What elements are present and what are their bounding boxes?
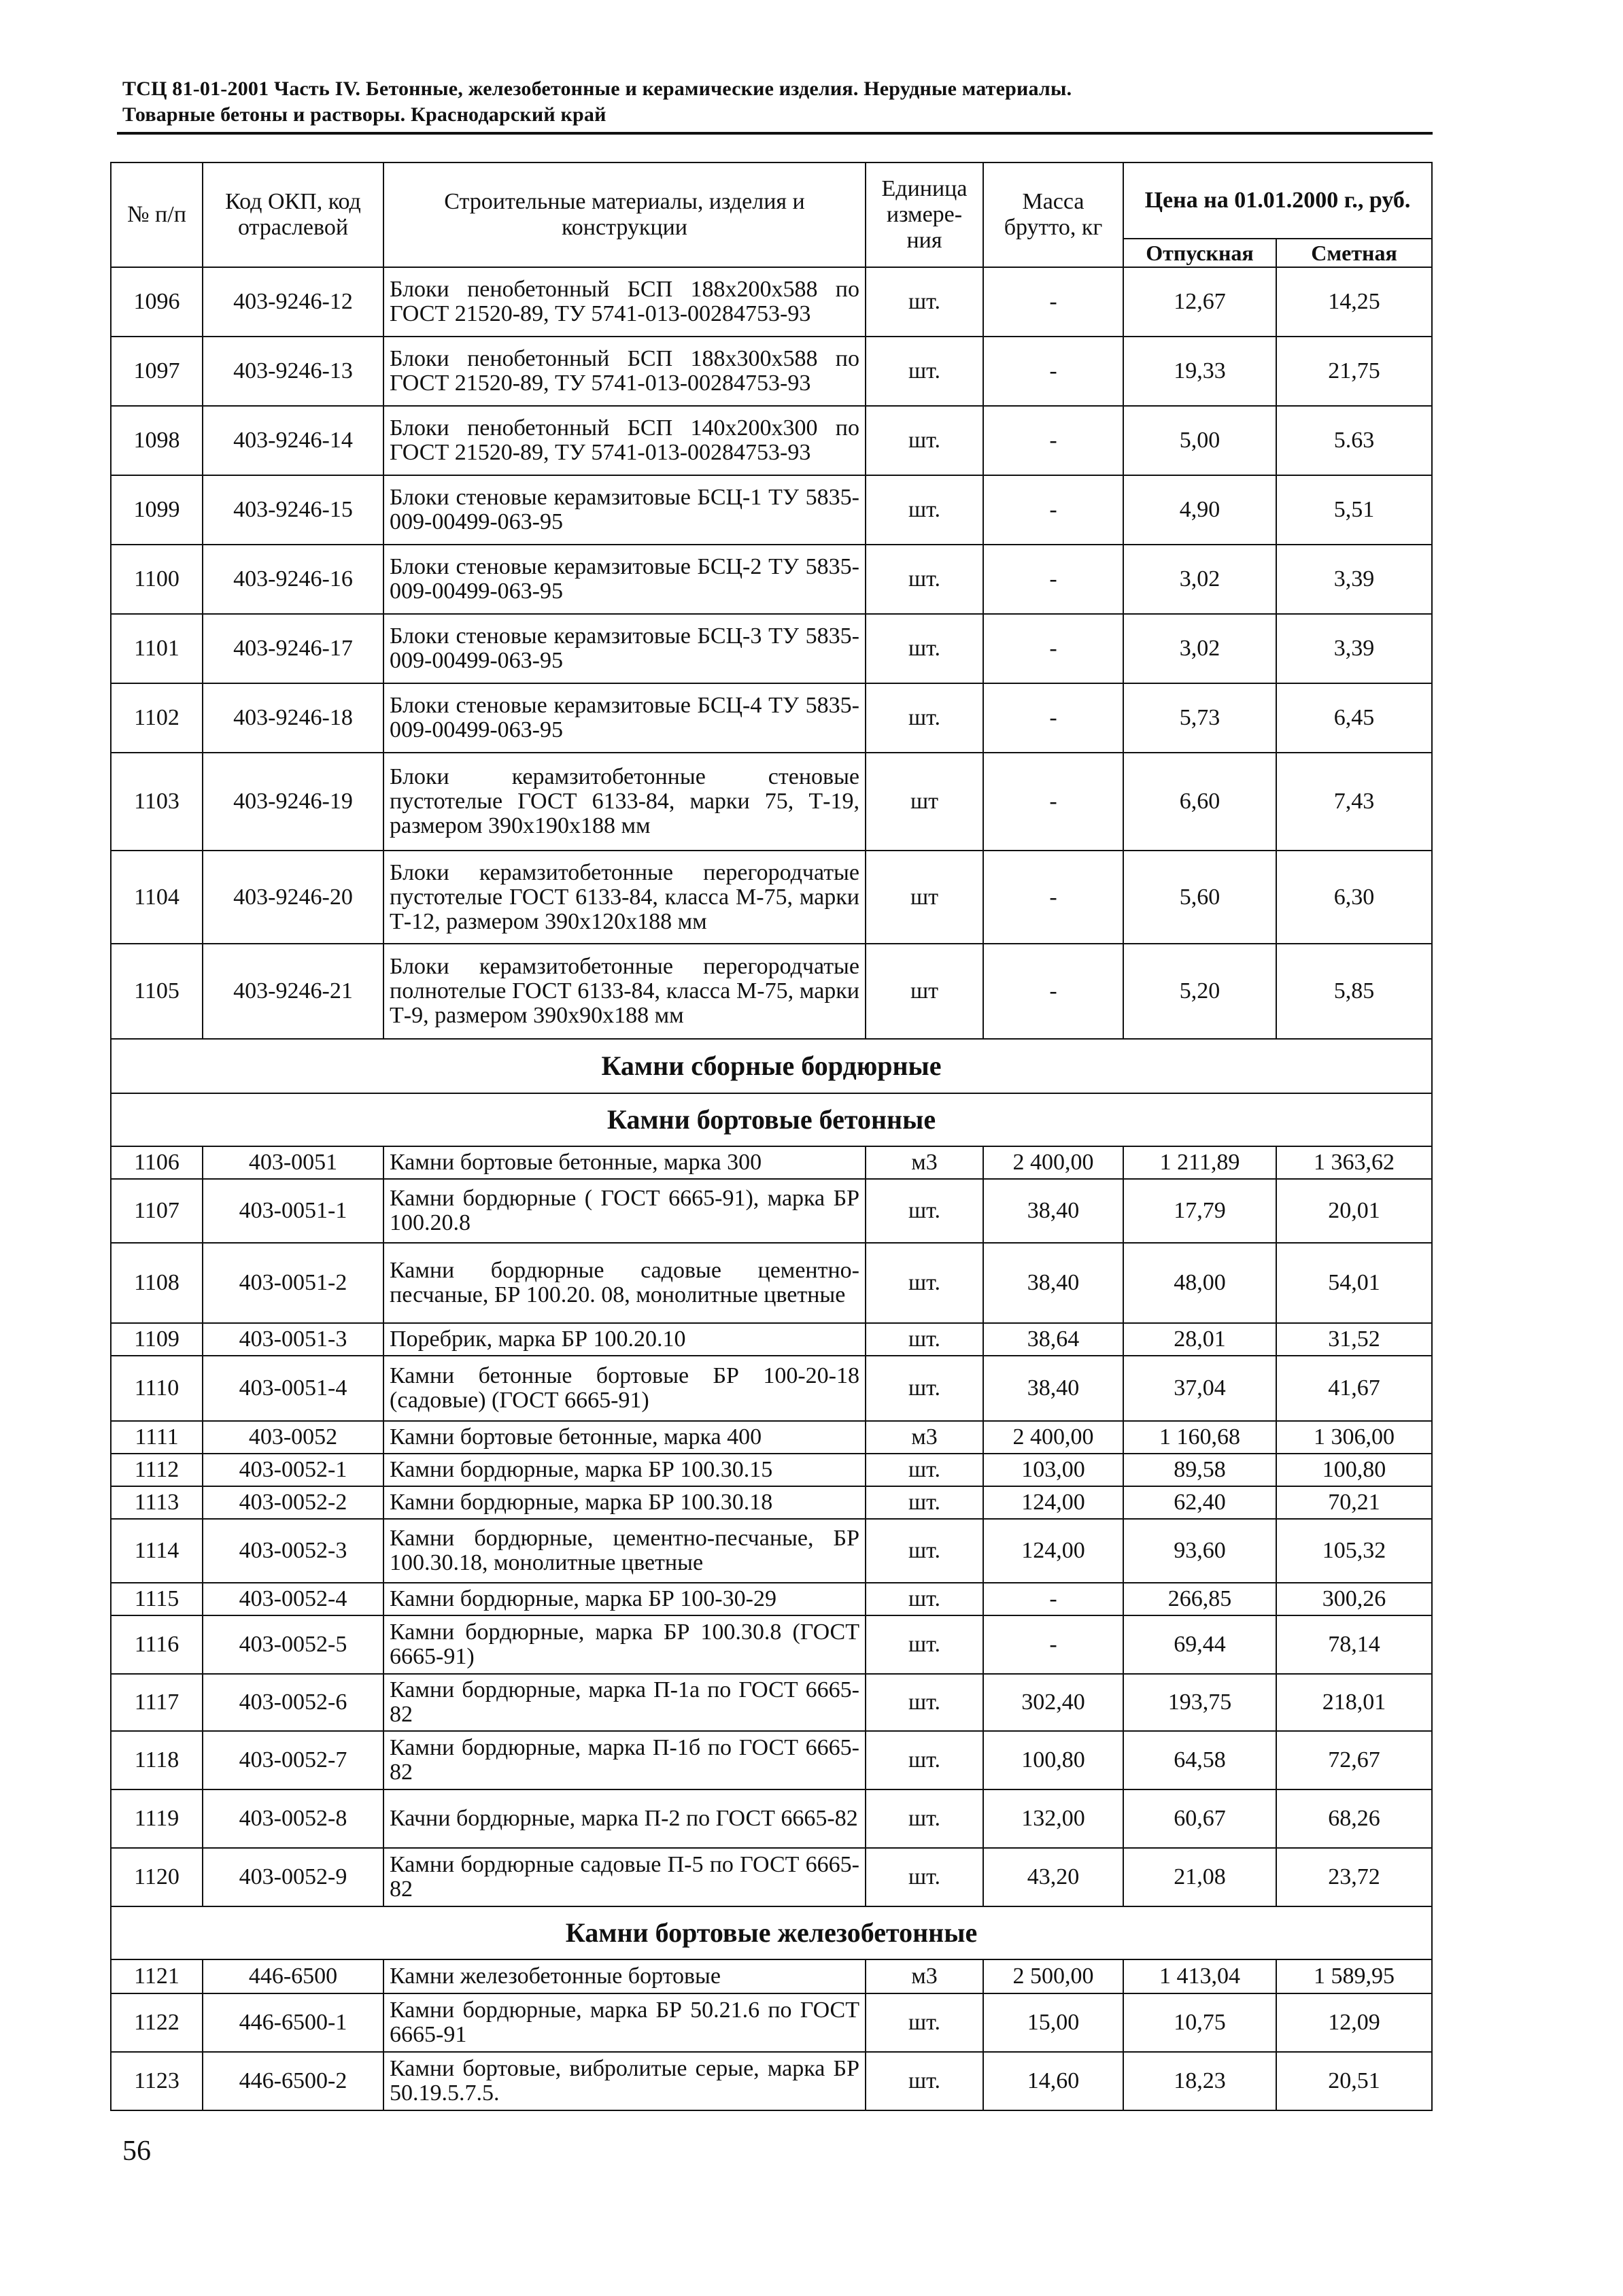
table-subsection-2 — [111, 1906, 1432, 1959]
cell-release: 93,60 — [1123, 1519, 1276, 1583]
cell-unit: шт. — [866, 475, 983, 545]
cell-num: 1100 — [111, 545, 203, 614]
cell-num: 1097 — [111, 337, 203, 406]
cell-num: 1113 — [111, 1486, 203, 1519]
table-row — [111, 545, 1432, 614]
cell-code: 403-9246-17 — [203, 614, 383, 683]
cell-release: 60,67 — [1123, 1789, 1276, 1848]
cell-mass: - — [983, 267, 1123, 337]
table-row — [111, 1959, 1432, 1993]
cell-num: 1112 — [111, 1454, 203, 1486]
cell-release: 69,44 — [1123, 1615, 1276, 1674]
cell-estimate: 5.63 — [1276, 406, 1432, 475]
cell-mass: 38,40 — [983, 1356, 1123, 1421]
cell-estimate: 100,80 — [1276, 1454, 1432, 1486]
table-row — [111, 1421, 1432, 1454]
cell-unit: шт. — [866, 1519, 983, 1583]
cell-release: 62,40 — [1123, 1486, 1276, 1519]
cell-code: 403-0051 — [203, 1146, 383, 1179]
cell-name: Камни железобетонные бортовые — [383, 1959, 866, 1993]
cell-code: 403-9246-13 — [203, 337, 383, 406]
cell-code: 403-0052-6 — [203, 1674, 383, 1731]
cell-num: 1115 — [111, 1583, 203, 1615]
cell-name: Камни бортовые бетонные, марка 300 — [383, 1146, 866, 1179]
cell-estimate: 1 306,00 — [1276, 1421, 1432, 1454]
cell-mass: - — [983, 851, 1123, 944]
cell-mass: 103,00 — [983, 1454, 1123, 1486]
cell-name: Блоки керамзитобетонные перегородчатые пустотелые ГОСТ 6133-84, класса М-75, марки Т-12, размером 390х120х188 мм — [383, 851, 866, 944]
cell-mass: - — [983, 1615, 1123, 1674]
cell-mass: - — [983, 475, 1123, 545]
cell-mass: 132,00 — [983, 1789, 1123, 1848]
subsection-title-2: Камни бортовые железобетонные — [111, 1906, 1432, 1959]
table-row — [111, 267, 1432, 337]
cell-mass: - — [983, 406, 1123, 475]
page-number: 56 — [122, 2136, 151, 2167]
cell-num: 1101 — [111, 614, 203, 683]
cell-mass: 38,40 — [983, 1179, 1123, 1243]
cell-num: 1121 — [111, 1959, 203, 1993]
cell-estimate: 14,25 — [1276, 267, 1432, 337]
cell-code: 403-0052-8 — [203, 1789, 383, 1848]
cell-unit: шт. — [866, 1674, 983, 1731]
cell-name: Камни бордюрные, марка БР 50.21.6 по ГОСТ 6665-91 — [383, 1993, 866, 2052]
cell-mass: 100,80 — [983, 1731, 1123, 1789]
table-row — [111, 337, 1432, 406]
cell-name: Камни бортовые, вибролитые серые, марка БР 50.19.5.7.5. — [383, 2052, 866, 2110]
cell-name: Камни бордюрные, марка П-1а по ГОСТ 6665-82 — [383, 1674, 866, 1731]
cell-estimate: 54,01 — [1276, 1243, 1432, 1323]
cell-release: 4,90 — [1123, 475, 1276, 545]
cell-mass: - — [983, 1583, 1123, 1615]
cell-mass: 43,20 — [983, 1848, 1123, 1906]
cell-estimate: 3,39 — [1276, 545, 1432, 614]
document-header — [122, 76, 1428, 128]
cell-estimate: 20,01 — [1276, 1179, 1432, 1243]
cell-release: 18,23 — [1123, 2052, 1276, 2110]
cell-name: Камни бордюрные, цементно-песчаные, БР 100.30.18, монолитные цветные — [383, 1519, 866, 1583]
cell-mass: 2 400,00 — [983, 1146, 1123, 1179]
cell-estimate: 3,39 — [1276, 614, 1432, 683]
cell-num: 1105 — [111, 944, 203, 1039]
cell-mass: 14,60 — [983, 2052, 1123, 2110]
cell-num: 1098 — [111, 406, 203, 475]
cell-name: Качни бордюрные, марка П-2 по ГОСТ 6665-82 — [383, 1789, 866, 1848]
table-row — [111, 1519, 1432, 1583]
table-row — [111, 406, 1432, 475]
cell-name: Камни бордюрные, марка П-1б по ГОСТ 6665-82 — [383, 1731, 866, 1789]
col-header-price: Цена на 01.01.2000 г., руб. — [1123, 162, 1432, 239]
cell-num: 1102 — [111, 683, 203, 753]
col-header-mass: Масса брутто, кг — [983, 162, 1123, 267]
cell-code: 403-9246-16 — [203, 545, 383, 614]
cell-num: 1111 — [111, 1421, 203, 1454]
cell-release: 89,58 — [1123, 1454, 1276, 1486]
cell-estimate: 41,67 — [1276, 1356, 1432, 1421]
cell-estimate: 5,85 — [1276, 944, 1432, 1039]
cell-code: 403-0052-2 — [203, 1486, 383, 1519]
table-row — [111, 753, 1432, 851]
cell-estimate: 6,45 — [1276, 683, 1432, 753]
cell-name: Блоки керамзитобетонные перегородчатые полнотелые ГОСТ 6133-84, класса М-75, марки Т-9, размером 390х90х188 мм — [383, 944, 866, 1039]
cell-name: Камни бордюрные ( ГОСТ 6665-91), марка БР 100.20.8 — [383, 1179, 866, 1243]
cell-num: 1122 — [111, 1993, 203, 2052]
cell-name: Блоки стеновые керамзитовые БСЦ-2 ТУ 5835-009-00499-063-95 — [383, 545, 866, 614]
cell-num: 1096 — [111, 267, 203, 337]
subsection-title-1: Камни бортовые бетонные — [111, 1093, 1432, 1146]
cell-unit: шт. — [866, 545, 983, 614]
cell-unit: шт. — [866, 1323, 983, 1356]
cell-mass: - — [983, 337, 1123, 406]
cell-mass: 124,00 — [983, 1486, 1123, 1519]
cell-code: 446-6500 — [203, 1959, 383, 1993]
cell-unit: м3 — [866, 1146, 983, 1179]
price-table — [110, 162, 1433, 2111]
cell-name: Блоки керамзитобетонные стеновые пустотелые ГОСТ 6133-84, марки 75, Т-19, размером 390х190х188 мм — [383, 753, 866, 851]
table-row — [111, 1146, 1432, 1179]
cell-code: 403-9246-21 — [203, 944, 383, 1039]
cell-num: 1119 — [111, 1789, 203, 1848]
cell-mass: 15,00 — [983, 1993, 1123, 2052]
cell-mass: 38,64 — [983, 1323, 1123, 1356]
cell-release: 3,02 — [1123, 545, 1276, 614]
cell-release: 6,60 — [1123, 753, 1276, 851]
cell-unit: шт — [866, 851, 983, 944]
cell-unit: шт. — [866, 1993, 983, 2052]
table-row — [111, 1454, 1432, 1486]
cell-unit: м3 — [866, 1421, 983, 1454]
cell-release: 1 413,04 — [1123, 1959, 1276, 1993]
cell-unit: шт. — [866, 1731, 983, 1789]
table-row — [111, 1243, 1432, 1323]
cell-code: 403-9246-18 — [203, 683, 383, 753]
cell-mass: - — [983, 683, 1123, 753]
table-row — [111, 1731, 1432, 1789]
cell-release: 5,00 — [1123, 406, 1276, 475]
cell-unit: шт. — [866, 1179, 983, 1243]
cell-code: 403-9246-12 — [203, 267, 383, 337]
cell-estimate: 23,72 — [1276, 1848, 1432, 1906]
cell-num: 1118 — [111, 1731, 203, 1789]
cell-estimate: 1 589,95 — [1276, 1959, 1432, 1993]
section-title: Камни сборные бордюрные — [111, 1039, 1432, 1093]
cell-num: 1107 — [111, 1179, 203, 1243]
col-header-num: № п/п — [111, 162, 203, 267]
cell-mass: 2 500,00 — [983, 1959, 1123, 1993]
cell-name: Камни бордюрные, марка БР 100.30.15 — [383, 1454, 866, 1486]
table-row — [111, 1486, 1432, 1519]
cell-unit: шт. — [866, 614, 983, 683]
cell-unit: м3 — [866, 1959, 983, 1993]
cell-release: 48,00 — [1123, 1243, 1276, 1323]
cell-num: 1110 — [111, 1356, 203, 1421]
cell-num: 1104 — [111, 851, 203, 944]
cell-num: 1114 — [111, 1519, 203, 1583]
table-section — [111, 1039, 1432, 1146]
col-header-estimate: Сметная — [1276, 239, 1432, 267]
cell-code: 403-0051-2 — [203, 1243, 383, 1323]
cell-num: 1106 — [111, 1146, 203, 1179]
cell-unit: шт. — [866, 1848, 983, 1906]
table-row — [111, 944, 1432, 1039]
cell-release: 37,04 — [1123, 1356, 1276, 1421]
cell-estimate: 7,43 — [1276, 753, 1432, 851]
table-row — [111, 1789, 1432, 1848]
cell-estimate: 31,52 — [1276, 1323, 1432, 1356]
cell-estimate: 105,32 — [1276, 1519, 1432, 1583]
cell-estimate: 70,21 — [1276, 1486, 1432, 1519]
cell-release: 21,08 — [1123, 1848, 1276, 1906]
cell-unit: шт. — [866, 1356, 983, 1421]
cell-name: Камни бордюрные, марка БР 100.30.8 (ГОСТ 6665-91) — [383, 1615, 866, 1674]
cell-unit: шт. — [866, 1454, 983, 1486]
cell-release: 64,58 — [1123, 1731, 1276, 1789]
cell-mass: 124,00 — [983, 1519, 1123, 1583]
cell-name: Блоки стеновые керамзитовые БСЦ-1 ТУ 5835-009-00499-063-95 — [383, 475, 866, 545]
table-body-c — [111, 1959, 1432, 2110]
cell-code: 446-6500-2 — [203, 2052, 383, 2110]
cell-release: 12,67 — [1123, 267, 1276, 337]
cell-num: 1117 — [111, 1674, 203, 1731]
cell-mass: 2 400,00 — [983, 1421, 1123, 1454]
cell-num: 1099 — [111, 475, 203, 545]
table-row — [111, 475, 1432, 545]
header-line-1: ТСЦ 81-01-2001 Часть IV. Бетонные, железобетонные и керамические изделия. Нерудные материалы. — [122, 78, 1072, 100]
cell-unit: шт. — [866, 337, 983, 406]
cell-code: 446-6500-1 — [203, 1993, 383, 2052]
table-row — [111, 2052, 1432, 2110]
cell-release: 193,75 — [1123, 1674, 1276, 1731]
cell-code: 403-0052-1 — [203, 1454, 383, 1486]
cell-code: 403-0052-3 — [203, 1519, 383, 1583]
table-body-b — [111, 1146, 1432, 1906]
cell-release: 1 211,89 — [1123, 1146, 1276, 1179]
cell-code: 403-0052-5 — [203, 1615, 383, 1674]
cell-estimate: 218,01 — [1276, 1674, 1432, 1731]
cell-name: Поребрик, марка БР 100.20.10 — [383, 1323, 866, 1356]
cell-code: 403-0052-4 — [203, 1583, 383, 1615]
cell-estimate: 20,51 — [1276, 2052, 1432, 2110]
cell-unit: шт — [866, 944, 983, 1039]
cell-unit: шт. — [866, 1789, 983, 1848]
table-row — [111, 1323, 1432, 1356]
table-row — [111, 1179, 1432, 1243]
table-row — [111, 1993, 1432, 2052]
cell-mass: - — [983, 944, 1123, 1039]
cell-release: 1 160,68 — [1123, 1421, 1276, 1454]
cell-name: Камни бордюрные, марка БР 100-30-29 — [383, 1583, 866, 1615]
cell-num: 1123 — [111, 2052, 203, 2110]
col-header-name: Строительные материалы, изделия и конструкции — [383, 162, 866, 267]
cell-code: 403-9246-15 — [203, 475, 383, 545]
cell-code: 403-0052 — [203, 1421, 383, 1454]
cell-name: Блоки стеновые керамзитовые БСЦ-3 ТУ 5835-009-00499-063-95 — [383, 614, 866, 683]
table-row — [111, 683, 1432, 753]
cell-unit: шт. — [866, 1615, 983, 1674]
cell-mass: - — [983, 614, 1123, 683]
table-row — [111, 1848, 1432, 1906]
cell-unit: шт. — [866, 2052, 983, 2110]
cell-code: 403-0051-1 — [203, 1179, 383, 1243]
cell-name: Блоки пенобетонный БСП 188х200х588 по ГОСТ 21520-89, ТУ 5741-013-00284753-93 — [383, 267, 866, 337]
cell-name: Камни бетонные бортовые БР 100-20-18 (садовые) (ГОСТ 6665-91) — [383, 1356, 866, 1421]
table-row — [111, 1356, 1432, 1421]
cell-mass: 302,40 — [983, 1674, 1123, 1731]
cell-code: 403-9246-20 — [203, 851, 383, 944]
header-line-2: Товарные бетоны и растворы. Краснодарский край — [122, 103, 607, 126]
cell-release: 10,75 — [1123, 1993, 1276, 2052]
cell-code: 403-0051-3 — [203, 1323, 383, 1356]
cell-num: 1103 — [111, 753, 203, 851]
cell-release: 5,20 — [1123, 944, 1276, 1039]
cell-estimate: 300,26 — [1276, 1583, 1432, 1615]
cell-release: 266,85 — [1123, 1583, 1276, 1615]
table-row — [111, 614, 1432, 683]
col-header-release: Отпускная — [1123, 239, 1276, 267]
cell-num: 1120 — [111, 1848, 203, 1906]
cell-mass: - — [983, 545, 1123, 614]
table-row — [111, 1615, 1432, 1674]
cell-release: 19,33 — [1123, 337, 1276, 406]
cell-num: 1108 — [111, 1243, 203, 1323]
cell-unit: шт. — [866, 1486, 983, 1519]
cell-unit: шт. — [866, 1243, 983, 1323]
cell-estimate: 1 363,62 — [1276, 1146, 1432, 1179]
cell-release: 3,02 — [1123, 614, 1276, 683]
table-row — [111, 851, 1432, 944]
cell-unit: шт. — [866, 406, 983, 475]
cell-estimate: 21,75 — [1276, 337, 1432, 406]
cell-release: 17,79 — [1123, 1179, 1276, 1243]
col-header-code: Код ОКП, код отраслевой — [203, 162, 383, 267]
cell-release: 28,01 — [1123, 1323, 1276, 1356]
cell-code: 403-0052-7 — [203, 1731, 383, 1789]
cell-code: 403-9246-14 — [203, 406, 383, 475]
cell-estimate: 78,14 — [1276, 1615, 1432, 1674]
cell-name: Камни бордюрные, марка БР 100.30.18 — [383, 1486, 866, 1519]
cell-estimate: 68,26 — [1276, 1789, 1432, 1848]
cell-unit: шт. — [866, 267, 983, 337]
cell-release: 5,60 — [1123, 851, 1276, 944]
cell-estimate: 5,51 — [1276, 475, 1432, 545]
cell-estimate: 12,09 — [1276, 1993, 1432, 2052]
cell-unit: шт — [866, 753, 983, 851]
col-header-unit: Единица измере-ния — [866, 162, 983, 267]
cell-mass: 38,40 — [983, 1243, 1123, 1323]
cell-name: Блоки пенобетонный БСП 140х200х300 по ГОСТ 21520-89, ТУ 5741-013-00284753-93 — [383, 406, 866, 475]
cell-mass: - — [983, 753, 1123, 851]
cell-code: 403-0052-9 — [203, 1848, 383, 1906]
header-rule — [117, 132, 1433, 135]
cell-num: 1116 — [111, 1615, 203, 1674]
table-row — [111, 1674, 1432, 1731]
cell-name: Блоки пенобетонный БСП 188х300х588 по ГОСТ 21520-89, ТУ 5741-013-00284753-93 — [383, 337, 866, 406]
table-body-a — [111, 267, 1432, 1039]
cell-code: 403-9246-19 — [203, 753, 383, 851]
cell-estimate: 6,30 — [1276, 851, 1432, 944]
cell-num: 1109 — [111, 1323, 203, 1356]
cell-name: Камни бордюрные садовые цементно-песчаные, БР 100.20. 08, монолитные цветные — [383, 1243, 866, 1323]
cell-release: 5,73 — [1123, 683, 1276, 753]
cell-code: 403-0051-4 — [203, 1356, 383, 1421]
cell-unit: шт. — [866, 1583, 983, 1615]
cell-name: Камни бортовые бетонные, марка 400 — [383, 1421, 866, 1454]
cell-estimate: 72,67 — [1276, 1731, 1432, 1789]
cell-name: Камни бордюрные садовые П-5 по ГОСТ 6665-82 — [383, 1848, 866, 1906]
cell-name: Блоки стеновые керамзитовые БСЦ-4 ТУ 5835-009-00499-063-95 — [383, 683, 866, 753]
table-row — [111, 1583, 1432, 1615]
cell-unit: шт. — [866, 683, 983, 753]
